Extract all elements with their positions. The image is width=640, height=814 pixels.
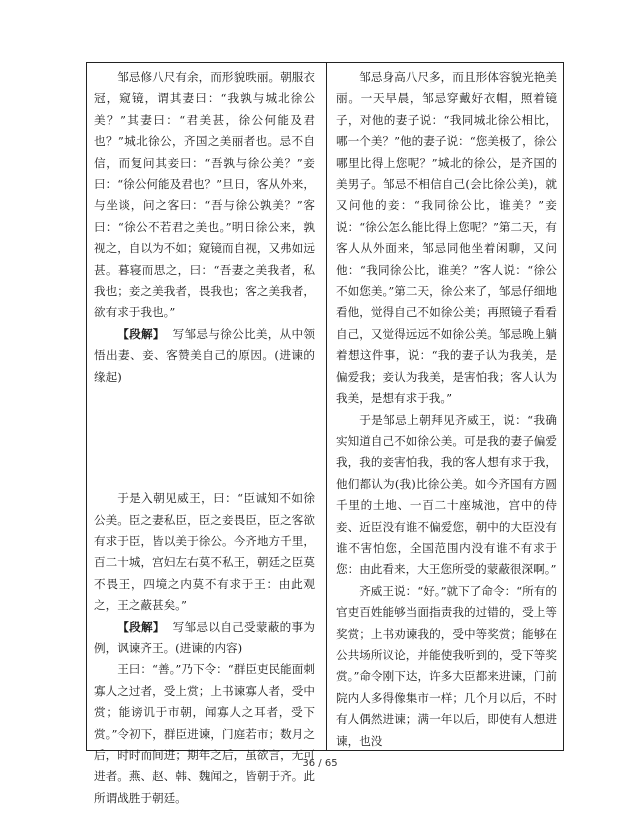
column-divider xyxy=(326,63,327,750)
translation-paragraph-1: 邹忌身高八尺多，而且形体容貌光艳美丽。一天早晨，邹忌穿戴好衣帽，照着镜子，对他的妻子说：“我同城北徐公相比，哪一个美？”他的妻子说：“您美极了，徐公哪里比得上您呢？”城北的徐公，是齐国的美男子。邹忌不相信自己(会比徐公美)，就又问他的妾：“我同徐公比，谁美？”妾说：“徐公怎么能比得上您呢？”第二天，有客人从外面来，邹忌同他坐着闲聊，又问他：“我同徐公比，谁美？”客人说：“徐公不如您美。”第二天，徐公来了，邹忌仔细地看他，觉得自己不如徐公美；再照镜子看看自己，又觉得远远不如徐公美。邹忌晚上躺着想这件事，说：“我的妻子认为我美，是偏爱我；妾认为我美，是害怕我；客人认为我美，是想有求于我。” xyxy=(336,70,557,406)
page-number: 36 / 65 xyxy=(302,758,338,769)
original-paragraph-1: 邹忌修八尺有余，而形貌昳丽。朝服衣冠，窥镜，谓其妻曰：“我孰与城北徐公美？”其妻曰：“君美甚，徐公何能及君也？”城北徐公，齐国之美丽者也。忌不自信，而复问其妾曰：“吾孰与徐公美？”妾曰：“徐公何能及君也？”旦日，客从外来，与坐谈，问之客曰：“吾与徐公孰美？”客曰：“徐公不若君之美也。”明日徐公来，孰视之，自以为不如；窥镜而自视，又弗如远甚。暮寝而思之，曰：“吾妻之美我者，私我也；妾之美我者，畏我也；客之美我者，欲有求于我也。” xyxy=(94,70,315,320)
note-2-tag: 【段解】 xyxy=(117,619,165,634)
original-paragraph-2: 于是入朝见威王，曰：“臣诚知不如徐公美。臣之妻私臣，臣之妾畏臣，臣之客欲有求于臣，皆以美于徐公。今齐地方千里，百二十城，宫妇左右莫不私王，朝廷之臣莫不畏王，四境之内莫不有求于王：由此观之，王之蔽甚矣。” xyxy=(94,491,315,613)
note-1-text: 写邹忌与徐公比美，从中领悟出妻、妾、客赞美自己的原因。(进谏的缘起) xyxy=(94,326,315,384)
translation-column xyxy=(336,67,557,752)
note-2-text: 写邹忌以自己受蒙蔽的事为例，讽谏齐王。(进谏的内容) xyxy=(94,619,315,655)
translation-paragraph-3: 齐威王说：“好。”就下了命令：“所有的官吏百姓能够当面指责我的过错的，受上等奖赏；上书劝谏我的，受中等奖赏；能够在公共场所议论，并能使我听到的，受下等奖赏。”命令刚下达，许多大臣都来进谏，门前院内人多得像集市一样；几个月以后，不时有人偶然进谏；满一年以后，即使有人想进谏，也没 xyxy=(336,583,557,748)
original-text-column xyxy=(94,67,315,809)
paragraph-note-2 xyxy=(94,617,315,660)
note-1-tag: 【段解】 xyxy=(117,326,165,341)
blank-space xyxy=(94,388,315,488)
translation-paragraph-2: 于是邹忌上朝拜见齐威王，说：“我确实知道自己不如徐公美。可是我的妻子偏爱我，我的妾害怕我，我的客人想有求于我，他们都认为(我)比徐公美。如今齐国有方圆千里的土地、一百二十座城池，宫中的侍妾、近臣没有谁不偏爱您，朝中的大臣没有谁不害怕您，全国范围内没有谁不有求于您：由此看来，大王您所受的蒙蔽很深啊。” xyxy=(336,412,557,577)
original-paragraph-3: 王曰：“善。”乃下令：“群臣吏民能面刺寡人之过者，受上赏；上书谏寡人者，受中赏；能谤讥于市朝，闻寡人之耳者，受下赏。”令初下，群臣进谏，门庭若市；数月之后，时时而间进；期年之后，虽欲言，无可进者。燕、赵、韩、魏闻之，皆朝于齐。此所谓战胜于朝廷。 xyxy=(94,662,315,805)
paragraph-note-1 xyxy=(94,324,315,388)
